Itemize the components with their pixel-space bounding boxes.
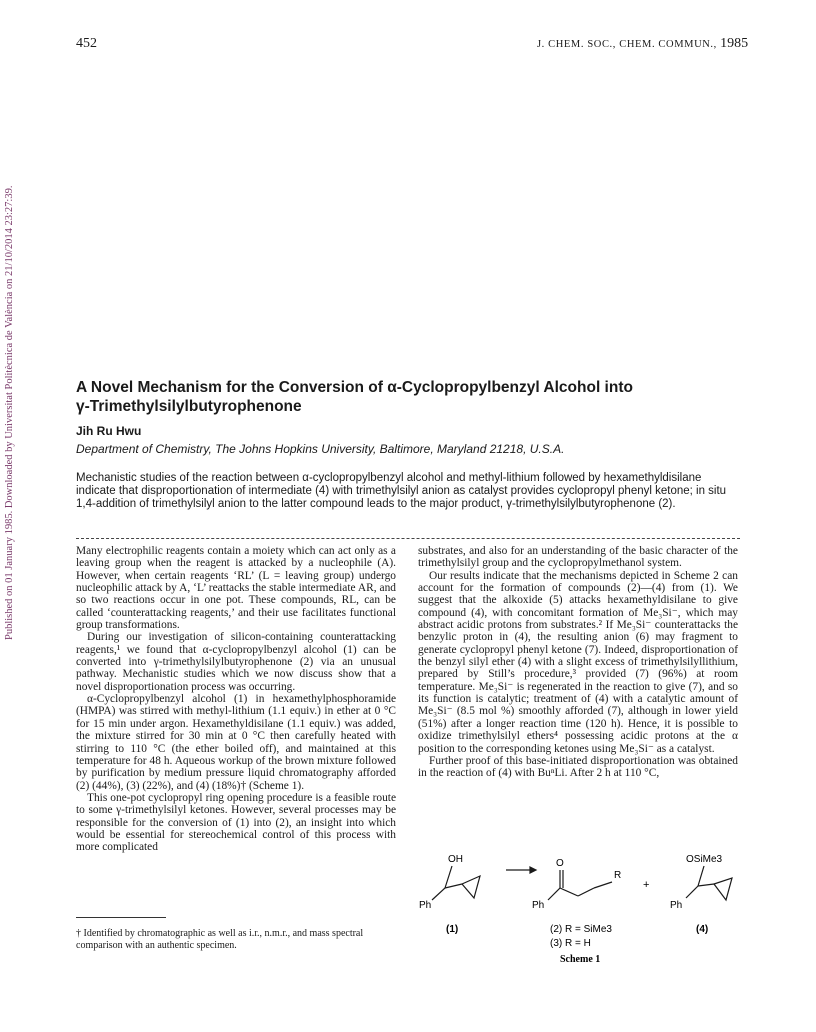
ph-label: Ph (532, 900, 545, 911)
bond (698, 884, 714, 886)
section-divider (76, 538, 740, 539)
ph-label: Ph (419, 900, 432, 911)
cyclopropyl-ring (462, 876, 480, 898)
author: Jih Ru Hwu (76, 424, 142, 438)
abstract: Mechanistic studies of the reaction between α-cyclopropylbenzyl alcohol and methyl-lithium followed by hexamethyldisilane indicate that disproportionation of intermediate (4) with trimethylsilyl anion as catalyst provides cyclopropyl phenyl ketone; in situ 1,4-addition of trimethylsilyl anion to the latter compound leads to the major product, γ-trimethylsilylbutyrophenone (2). (76, 472, 727, 510)
paragraph: Our results indicate that the mechanisms depicted in Scheme 2 can account for the formation of compounds (2)—(4) from (1). We suggest that the alkoxide (5) attacks hexamethyldisilane to give compound (4), with concomitant formation of Me₃Si⁻, which may abstract acidic protons from substrates.² If Me₃Si⁻ counterattacks the benzylic proton in (4), the resulting anion (6) may fragment to generate cyclopropyl phenyl ketone (7). Indeed, disproportionation of the benzyl silyl ether (4) with a slight excess of trimethylsilyllithium, prepared by Still’s procedure,³ provided (7) (96%) at room temperature. Me₃Si⁻ is regenerated in the reaction to give (7), and so its function is catalytic; treatment of (4) with a catalytic amount of Me₃Si⁻ (8.5 mol %) smoothly afforded (7), although in lower yield (51%) after a longer reaction time (120 h). Hence, it is possible to oxidize trimethylsilyl ethers⁴ possessing acidic protons at the α position to the corresponding ketones using Me₃Si⁻ as a catalyst. (418, 569, 738, 755)
paragraph: Many electrophilic reagents contain a moiety which can act only as a leaving group when the reagent is attacked by a nucleophile (A). However, when certain reagents ‘RL’ (L = leaving group) undergo nucleophilic attack by A, ‘L’ reattacks the stable intermediate AR, and so two reactions occur in one pot. These compounds, RL, can be called ‘counterattacking reagents,’ and their use facilitates functional group transformations. (76, 545, 396, 632)
footnote: † Identified by chromatographic as well as i.r., n.m.r., and mass spectral comparison with an authentic specimen. (76, 928, 364, 951)
journal-year: 1985 (720, 36, 749, 51)
affiliation: Department of Chemistry, The Johns Hopkins University, Baltimore, Maryland 21218, U.S.A. (76, 442, 565, 456)
cyclopropyl-ring (714, 878, 732, 900)
osime3-label: OSiMe3 (686, 854, 723, 865)
bond (560, 888, 578, 896)
footnote-rule (76, 917, 166, 918)
bond (686, 886, 698, 898)
o-label: O (556, 858, 564, 869)
paragraph: α-Cyclopropylbenzyl alcohol (1) in hexamethylphosphoramide (HMPA) was stirred with methyl-lithium (1.1 equiv.) in ether at 0 °C for 15 min under argon. Hexamethyldisilane (1.1 equiv.) was added, the mixture stirred for 30 min at 0 °C then carefully heated with stirring to 110 °C (the ether boiled off), and maintained at this temperature for 48 h. Aqueous workup of the brown mixture followed by purification by medium pressure liquid chromatography afforded (2) (44%), (3) (22%), and (4) (18%)† (Scheme 1). (76, 693, 396, 792)
bond (445, 884, 462, 888)
paragraph: substrates, and also for an understanding of the basic character of the trimethylsilyl group and the cyclopropylmethanol system. (418, 545, 738, 570)
title-line-2: γ-Trimethylsilylbutyrophenone (76, 398, 302, 415)
scheme-caption: Scheme 1 (560, 954, 601, 965)
running-head (537, 36, 748, 52)
compound-2-label: (2) R = SiMe3 (550, 924, 612, 935)
page-number: 452 (76, 36, 97, 51)
download-notice: Published on 01 January 1985. Downloaded by Universitat Politècnica de València on 21/10/2014 23:27:39. (4, 185, 15, 640)
scheme-structures (418, 848, 740, 988)
bond (578, 888, 594, 896)
title-line-1: A Novel Mechanism for the Conversion of α-Cyclopropylbenzyl Alcohol into (76, 379, 633, 396)
paragraph: This one-pot cyclopropyl ring opening procedure is a feasible route to some γ-trimethylsilyl ketones. However, several processes may be responsible for the conversion of (1) into (2), an insight into which would be essential for stereochemical control of this process with more complicated (76, 791, 396, 854)
bond (445, 866, 452, 888)
r-label: R (614, 870, 622, 881)
journal-name: J. CHEM. SOC., CHEM. COMMUN., (537, 39, 717, 50)
plus-sign: + (643, 879, 650, 891)
bond (432, 888, 445, 900)
compound-3-label: (3) R = H (550, 938, 591, 949)
article-title (76, 378, 736, 416)
bond (698, 866, 704, 886)
left-column (76, 545, 396, 854)
bond (594, 882, 612, 888)
scheme-1 (418, 848, 740, 988)
right-column (418, 545, 738, 780)
compound-1-label: (1) (446, 924, 459, 935)
ph-label: Ph (670, 900, 683, 911)
bond (548, 888, 560, 900)
paragraph: During our investigation of silicon-containing counterattacking reagents,¹ we found that α-cyclopropylbenzyl alcohol (1) can be converted into γ-trimethylsilylbutyrophenone (2) via an unusual pathway. Mechanistic studies which we now discuss show that a novel disproportionation process was occurring. (76, 631, 396, 693)
paragraph: Further proof of this base-initiated disproportionation was obtained in the reaction of (4) with BuⁿLi. After 2 h at 110 °C, (418, 754, 738, 780)
compound-4-label: (4) (696, 924, 709, 935)
oh-label: OH (448, 854, 463, 865)
